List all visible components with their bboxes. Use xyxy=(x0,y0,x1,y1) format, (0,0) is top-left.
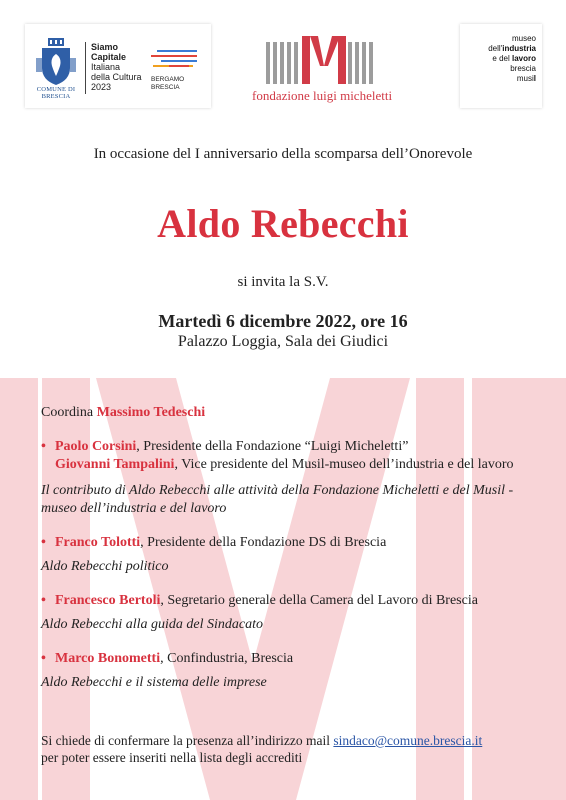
speaker-role: , Vice presidente del Musil-museo dell’industria e del lavoro xyxy=(174,457,514,472)
logo-header xyxy=(0,24,566,114)
bullet: • xyxy=(41,535,46,550)
fondazione-micheletti-logo xyxy=(252,24,392,108)
speaker-name: Franco Tolotti xyxy=(55,535,141,550)
speaker-name: Francesco Bertoli xyxy=(55,593,161,608)
invite-line: si invita la S.V. xyxy=(237,274,329,290)
bullet: • xyxy=(41,651,46,666)
talk-topic: Aldo Rebecchi alla guida del Sindacato xyxy=(41,617,264,632)
brescia-crest-icon xyxy=(36,38,76,86)
rsvp-text: Si chiede di confermare la presenza all’indirizzo mail xyxy=(41,733,334,748)
speaker-item xyxy=(41,534,541,552)
talk-topic: Aldo Rebecchi e il sistema delle imprese xyxy=(41,675,267,690)
rsvp-text-2: per poter essere inseriti nella lista degli accrediti xyxy=(41,750,303,765)
capitale-cultura-text: Siamo Capitale Italiana della Cultura 2023 xyxy=(91,42,142,92)
rsvp-email-link[interactable]: sindaco@comune.brescia.it xyxy=(333,733,483,748)
bullet: • xyxy=(41,593,46,608)
speaker-role: , Presidente della Fondazione DS di Brescia xyxy=(140,535,387,550)
speaker-item xyxy=(41,650,541,668)
occasion-line: In occasione del I anniversario della scomparsa dell’Onorevole xyxy=(93,146,473,162)
brescia-capitale-logo xyxy=(25,24,211,108)
speaker-name: Giovanni Tampalini xyxy=(55,457,175,472)
coordinator-line: Coordina Massimo Tedeschi xyxy=(41,405,206,420)
rsvp-footer xyxy=(41,732,541,766)
speaker-role: , Segretario generale della Camera del Lavoro di Brescia xyxy=(160,593,478,608)
event-date: Martedì 6 dicembre 2022, ore 16 xyxy=(158,311,408,331)
talk-topic: Il contributo di Aldo Rebecchi alle attività della Fondazione Micheletti e del Musil - museo dell’industria e del lavoro xyxy=(41,483,514,516)
honoree-name: Aldo Rebecchi xyxy=(157,201,409,246)
event-place: Palazzo Loggia, Sala dei Giudici xyxy=(177,333,389,350)
speaker-item xyxy=(41,438,541,456)
musil-text: museo dell'industria e del lavoro brescia musil xyxy=(488,34,536,83)
musil-logo xyxy=(460,24,542,108)
bullet: • xyxy=(41,439,46,454)
comune-di-brescia-text: COMUNE DI BRESCIA xyxy=(36,86,76,100)
speaker-item xyxy=(41,592,541,610)
fondazione-name: fondazione luigi micheletti xyxy=(252,88,393,103)
speaker-name: Marco Bonometti xyxy=(55,651,161,666)
speaker-item xyxy=(55,456,541,474)
coordinator-name: Massimo Tedeschi xyxy=(96,405,206,420)
program-list xyxy=(41,404,541,708)
logo-divider xyxy=(85,42,86,94)
speaker-role: , Presidente della Fondazione “Luigi Micheletti” xyxy=(136,439,409,454)
speaker-role: , Confindustria, Brescia xyxy=(160,651,294,666)
speaker-name: Paolo Corsini xyxy=(55,439,137,454)
bergamo-brescia-text: BERGAMO BRESCIA xyxy=(151,76,185,91)
capitale-stripes-graphic xyxy=(149,48,201,72)
fondazione-bars-graphic xyxy=(252,36,392,88)
talk-topic: Aldo Rebecchi politico xyxy=(41,559,169,574)
